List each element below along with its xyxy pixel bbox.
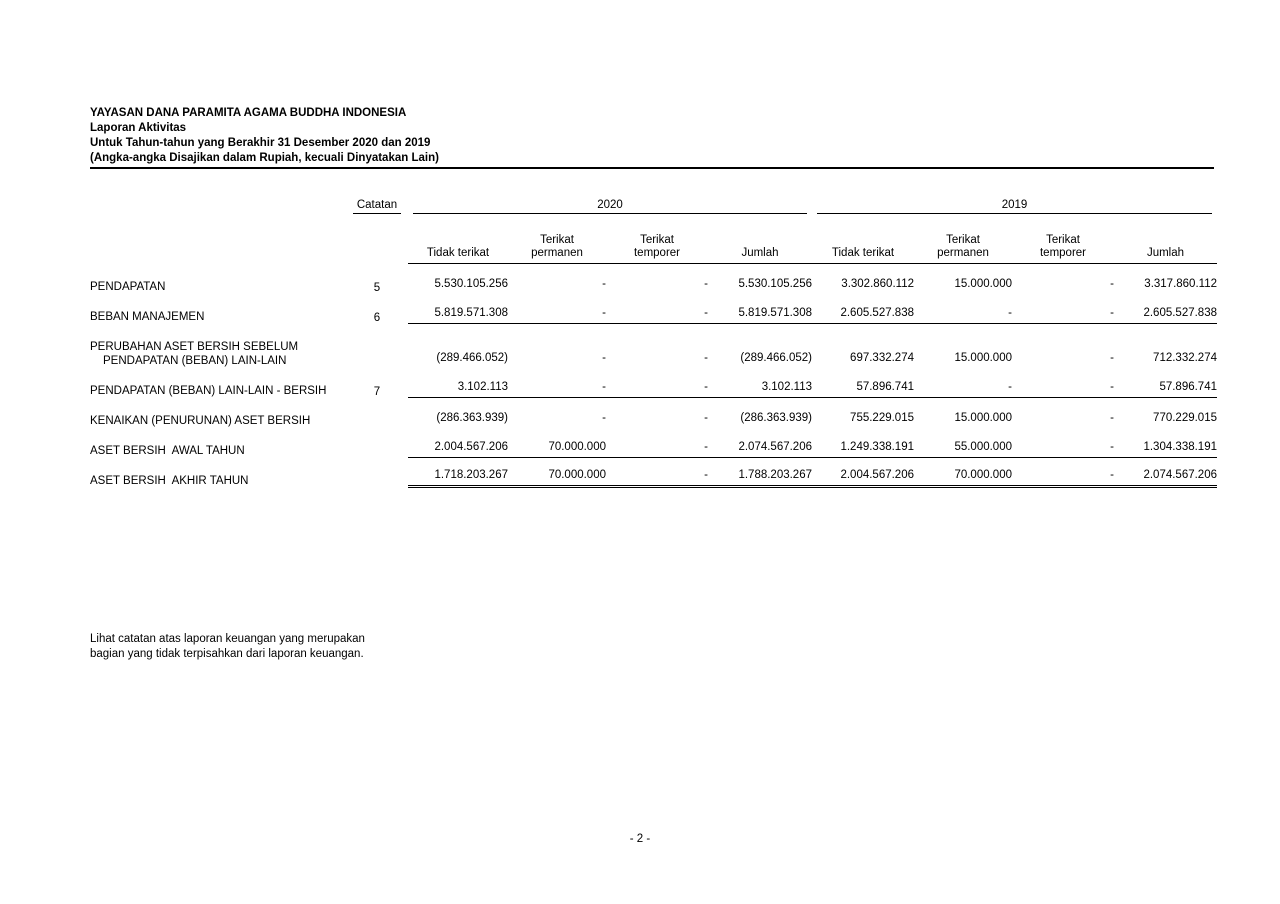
amount-cell: 57.896.741 bbox=[1114, 381, 1217, 398]
table-row-kenaikan-penurunan bbox=[90, 398, 1217, 428]
row-label: PERUBAHAN ASET BERSIH SEBELUM bbox=[90, 341, 299, 353]
column-header-jumlah: Jumlah bbox=[708, 247, 812, 264]
amount-cell: - bbox=[1110, 278, 1114, 290]
activity-statement-table bbox=[90, 188, 1217, 488]
row-label: ASET BERSIH AKHIR TAHUN bbox=[90, 475, 249, 487]
row-label: PENDAPATAN bbox=[90, 281, 166, 293]
amount-cell: 57.896.741 bbox=[812, 381, 914, 398]
amount-cell: (286.363.939) bbox=[740, 412, 812, 424]
amount-cell: - bbox=[704, 412, 708, 424]
amount-cell: 770.229.015 bbox=[1153, 412, 1217, 424]
amount-cell: - bbox=[508, 381, 606, 398]
amount-cell: 15.000.000 bbox=[954, 352, 1012, 364]
amount-cell: 1.718.203.267 bbox=[408, 469, 508, 488]
amount-cell: - bbox=[1012, 307, 1114, 324]
row-catatan bbox=[346, 428, 408, 458]
amount-cell: 3.102.113 bbox=[408, 381, 508, 398]
amount-cell: - bbox=[606, 441, 708, 458]
amount-cell: 15.000.000 bbox=[954, 412, 1012, 424]
report-period: Untuk Tahun-tahun yang Berakhir 31 Desember 2020 dan 2019 bbox=[90, 137, 431, 149]
org-name: YAYASAN DANA PARAMITA AGAMA BUDDHA INDONESIA bbox=[90, 107, 407, 119]
column-header-jumlah: Jumlah bbox=[1114, 247, 1217, 264]
amount-cell: 15.000.000 bbox=[954, 278, 1012, 290]
amount-cell: 70.000.000 bbox=[508, 441, 606, 458]
row-label: KENAIKAN (PENURUNAN) ASET BERSIH bbox=[90, 415, 311, 427]
amount-cell: 2.074.567.206 bbox=[708, 441, 812, 458]
amount-cell: 3.102.113 bbox=[708, 381, 812, 398]
amount-cell: - bbox=[704, 278, 708, 290]
amount-cell: - bbox=[602, 412, 606, 424]
row-label-line2: PENDAPATAN (BEBAN) LAIN-LAIN bbox=[103, 355, 287, 367]
year-group-2019: 2019 bbox=[817, 199, 1212, 214]
column-header-terikat-permanen: Terikat permanen bbox=[914, 234, 1012, 264]
year-header-row bbox=[90, 188, 1217, 214]
amount-cell: - bbox=[1012, 381, 1114, 398]
row-catatan bbox=[346, 398, 408, 428]
amount-cell: - bbox=[704, 352, 708, 364]
amount-cell: 70.000.000 bbox=[508, 469, 606, 488]
amount-cell: 2.605.527.838 bbox=[1114, 307, 1217, 324]
amount-cell: - bbox=[508, 307, 606, 324]
footnote-line2: bagian yang tidak terpisahkan dari laporan keuangan. bbox=[90, 648, 364, 660]
amount-cell: 2.004.567.206 bbox=[812, 469, 914, 488]
table-row-aset-bersih-awal bbox=[90, 428, 1217, 458]
row-catatan bbox=[346, 458, 408, 488]
table-row-beban-manajemen bbox=[90, 294, 1217, 324]
column-header-tidak-terikat: Tidak terikat bbox=[812, 247, 914, 264]
footnote bbox=[90, 632, 365, 662]
amount-cell: 2.004.567.206 bbox=[408, 441, 508, 458]
amount-cell: 2.605.527.838 bbox=[812, 307, 914, 324]
currency-note: (Angka-angka Disajikan dalam Rupiah, kecuali Dinyatakan Lain) bbox=[90, 152, 439, 164]
footnote-line1: Lihat catatan atas laporan keuangan yang merupakan bbox=[90, 633, 365, 645]
catatan-column-header: Catatan bbox=[353, 199, 401, 214]
amount-cell: 755.229.015 bbox=[850, 412, 914, 424]
amount-cell: - bbox=[602, 278, 606, 290]
column-header-row bbox=[90, 214, 1217, 264]
row-label: BEBAN MANAJEMEN bbox=[90, 311, 205, 323]
column-header-terikat-temporer: Terikat temporer bbox=[1012, 234, 1114, 264]
amount-cell: - bbox=[914, 381, 1012, 398]
row-catatan: 7 bbox=[373, 386, 381, 398]
amount-cell: 5.530.105.256 bbox=[738, 278, 812, 290]
table-row-pendapatan-lain-lain bbox=[90, 368, 1217, 398]
amount-cell: 2.074.567.206 bbox=[1114, 469, 1217, 488]
amount-cell: - bbox=[1012, 441, 1114, 458]
amount-cell: 712.332.274 bbox=[1153, 352, 1217, 364]
page-number: - 2 - bbox=[629, 833, 651, 845]
amount-cell: 5.530.105.256 bbox=[434, 278, 508, 290]
table-row-pendapatan bbox=[90, 264, 1217, 294]
row-catatan: 5 bbox=[373, 282, 381, 294]
amount-cell: 5.819.571.308 bbox=[408, 307, 508, 324]
amount-cell: - bbox=[914, 307, 1012, 324]
amount-cell: 55.000.000 bbox=[914, 441, 1012, 458]
amount-cell: (289.466.052) bbox=[740, 352, 812, 364]
row-catatan: 6 bbox=[373, 312, 381, 324]
amount-cell: - bbox=[606, 307, 708, 324]
column-header-terikat-temporer: Terikat temporer bbox=[606, 234, 708, 264]
amount-cell: (286.363.939) bbox=[436, 412, 508, 424]
year-group-2020: 2020 bbox=[413, 199, 807, 214]
table-row-perubahan-aset-bersih bbox=[90, 324, 1217, 368]
amount-cell: - bbox=[606, 381, 708, 398]
amount-cell: 3.302.860.112 bbox=[841, 278, 914, 290]
amount-cell: - bbox=[1110, 352, 1114, 364]
amount-cell: 1.249.338.191 bbox=[812, 441, 914, 458]
row-label: PENDAPATAN (BEBAN) LAIN-LAIN - BERSIH bbox=[90, 385, 327, 397]
amount-cell: - bbox=[1012, 469, 1114, 488]
amount-cell: - bbox=[606, 469, 708, 488]
row-label: ASET BERSIH AWAL TAHUN bbox=[90, 445, 245, 457]
amount-cell: - bbox=[602, 352, 606, 364]
amount-cell: 1.304.338.191 bbox=[1114, 441, 1217, 458]
amount-cell: 5.819.571.308 bbox=[708, 307, 812, 324]
amount-cell: 70.000.000 bbox=[914, 469, 1012, 488]
row-catatan bbox=[346, 324, 408, 368]
column-header-terikat-permanen: Terikat permanen bbox=[508, 234, 606, 264]
amount-cell: 1.788.203.267 bbox=[708, 469, 812, 488]
table-row-aset-bersih-akhir bbox=[90, 458, 1217, 488]
amount-cell: 3.317.860.112 bbox=[1144, 278, 1217, 290]
amount-cell: (289.466.052) bbox=[436, 352, 508, 364]
report-title: Laporan Aktivitas bbox=[90, 122, 187, 134]
amount-cell: 697.332.274 bbox=[850, 352, 914, 364]
report-header bbox=[90, 106, 1214, 169]
amount-cell: - bbox=[1110, 412, 1114, 424]
column-header-tidak-terikat: Tidak terikat bbox=[408, 247, 508, 264]
